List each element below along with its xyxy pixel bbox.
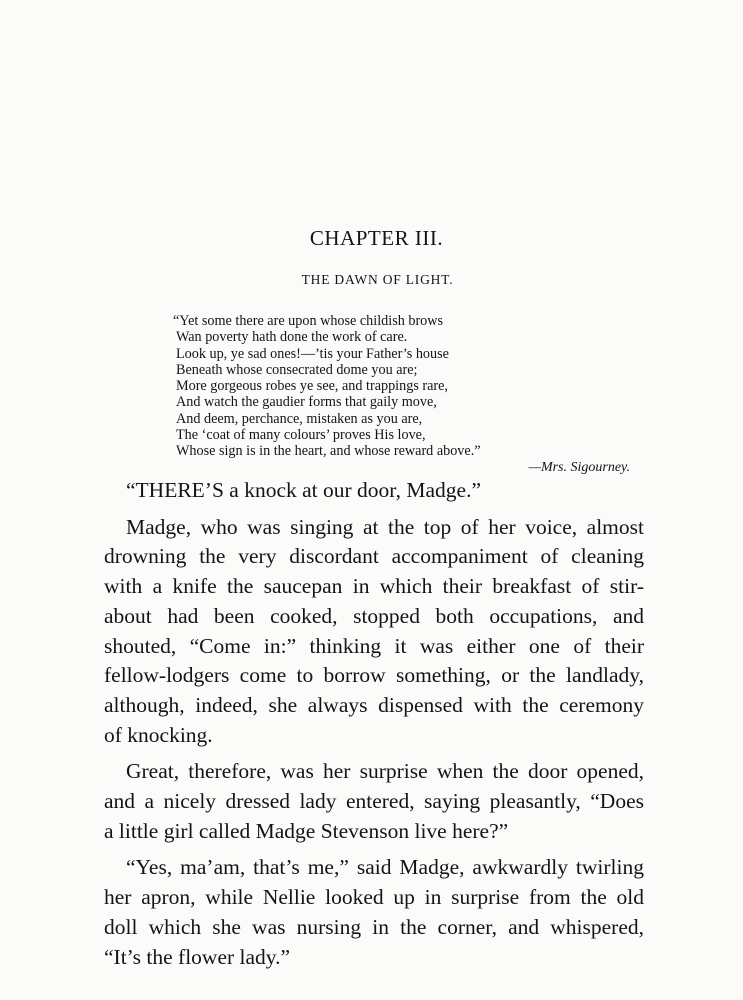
paragraph [104,883,644,972]
text-line: “It’s the flower lady.” [104,944,291,969]
chapter-subtitle: THE DAWN OF LIGHT. [301,272,454,287]
text-line: shouted, “Come in:” thinking it was either one of their [104,633,644,658]
paragraph [104,757,644,787]
text-line: “Yes, ma’am, that’s me,” said Madge, awkwardly twirling [126,855,644,880]
text-line: “THERE’S a knock at our door, Madge.” [126,478,481,502]
epigraph-poem [173,313,646,460]
poem-line: And deem, perchance, mistaken as you are, [176,410,423,427]
body-text [104,476,644,979]
poem-line: Look up, ye sad ones!—’tis your Father’s house [176,345,449,362]
paragraph [104,513,644,543]
text-line: about had been cooked, stopped both occupations, and [104,603,644,628]
text-line: her apron, while Nellie looked up in surprise from the old [104,885,644,910]
poem-line: And watch the gaudier forms that gaily move, [176,394,437,411]
poem-line: Whose sign is in the heart, and whose reward above.” [176,443,481,460]
text-line: Madge, who was singing at the top of her voice, almost [126,514,644,539]
text-line: fellow-lodgers come to borrow something, or the landlady, [104,663,644,688]
poem-line: More gorgeous robes ye see, and trappings rare, [176,378,448,395]
epigraph-attribution: —Mrs. Sigourney. [528,460,630,475]
paragraph [104,787,644,846]
text-line: with a knife the saucepan in which their breakfast of stir- [104,574,644,599]
paragraph [104,853,644,883]
chapter-title: CHAPTER III. [309,226,444,250]
text-line: and a nicely dressed lady entered, saying pleasantly, “Does [104,789,644,814]
text-line: of knocking. [104,722,213,747]
text-line: doll which she was nursing in the corner, and whispered, [104,914,644,939]
poem-line: “Yet some there are upon whose childish brows [173,313,444,329]
poem-line: Wan poverty hath done the work of care. [176,329,408,346]
text-line: although, indeed, she always dispensed with the ceremony [104,692,644,717]
text-line: a little girl called Madge Stevenson live here?” [104,818,509,843]
paragraph [104,542,644,750]
text-line: drowning the very discordant accompaniment of cleaning [104,544,644,569]
text-line: Great, therefore, was her surprise when the door opened, [126,759,644,784]
paragraph [104,476,644,506]
poem-line: Beneath whose consecrated dome you are; [176,361,418,378]
poem-line: The ‘coat of many colours’ proves His love, [176,427,426,444]
